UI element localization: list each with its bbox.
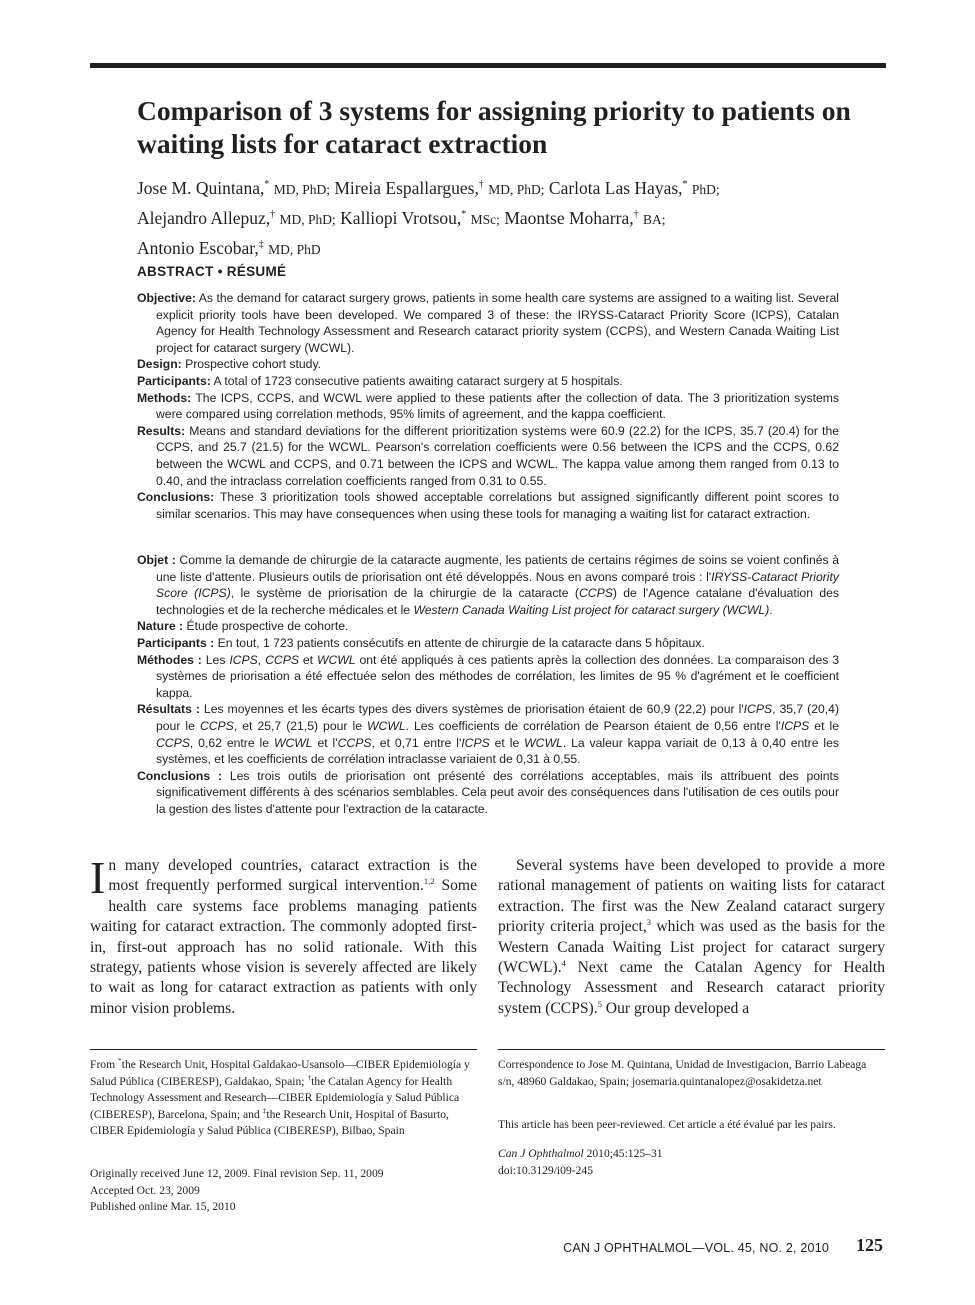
resume-methodes: Méthodes : Les ICPS, CCPS et WCWL ont été appliqués à ces patients après la collection des données. La comparaison des 3 systèmes de priorisation a été effectuée selon des méthodes de corrélation, les limites de 95 % d'agrément et le coefficient kappa. xyxy=(137,652,840,700)
author-name: Antonio Escobar, xyxy=(137,237,259,258)
author-line-1 xyxy=(137,172,877,202)
affiliation-mark: † xyxy=(270,208,276,220)
author-list xyxy=(137,172,877,261)
author-line-2 xyxy=(137,202,877,232)
reference-mark: 4 xyxy=(561,957,566,968)
page-number: 125 xyxy=(856,1235,883,1255)
abstract-participants: Participants: A total of 1723 consecutive patients awaiting cataract surgery at 5 hospitals. xyxy=(137,373,623,388)
author-line-3 xyxy=(137,232,877,262)
abstract-objective: Objective: As the demand for cataract surgery grows, patients in some health care systems are assigned to a waiting list. Several explicit priority tools have been developed. We compared 3 of these: the IRYSS-Cataract Priority Score (ICPS), Catalan Agency for Health Technology Assessment and Research cataract priority system (CCPS), and Western Canada Waiting List project for cataract surgery (WCWL). xyxy=(137,291,839,355)
correspondence-footnote: Correspondence to Jose M. Quintana, Unidad de Investigacion, Barrio Labeaga s/n, 48960 Galdakao, Spain; josemaria.quintanalopez@osakidetza.net xyxy=(498,1058,867,1088)
author-credentials: MD, PhD xyxy=(268,241,321,257)
footnote-rule-left xyxy=(90,1049,477,1050)
affiliations-footnote: From *the Research Unit, Hospital Galdakao-Usansolo—CIBER Epidemiología y Salud Pública (CIBERESP), Galdakao, Spain; †the Catalan Agency for Health Technology Assessment and Research—CIBER Epidemiología y Salud Pública (CIBERESP), Barcelona, Spain; and ‡the Research Unit, Hospital of Basurto, CIBER Epidemiología y Salud Pública (CIBERESP), Bilbao, Spain xyxy=(90,1056,470,1138)
resume-nature: Nature : Étude prospective de cohorte. xyxy=(137,619,349,634)
reference-mark: 5 xyxy=(597,998,602,1009)
accepted-date: Accepted Oct. 23, 2009 xyxy=(90,1183,200,1197)
affiliation-mark: ‡ xyxy=(258,238,264,250)
abstract-design: Design: Prospective cohort study. xyxy=(137,357,322,372)
affiliation-mark: † xyxy=(633,208,639,220)
published-date: Published online Mar. 15, 2010 xyxy=(90,1200,236,1214)
resume-conclusions: Conclusions : Les trois outils de priorisation ont présenté des corrélations acceptables, mais ils attribuent des points significativement différents à des scénarios semblables. Cela peut avoir des conséquences dans l'utilisation de ces outils pour la gestion des listes d'attente pour l'extraction de la cataracte. xyxy=(137,768,840,816)
abstract-methods: Methods: The ICPS, CCPS, and WCWL were applied to these patients after the collection of data. The 3 prioritization systems were compared using correlation methods, 95% limits of agreement, and the kappa coefficient. xyxy=(137,390,839,422)
running-footer: CAN J OPHTHALMOL—VOL. 45, NO. 2, 2010 xyxy=(563,1241,829,1255)
drop-cap: I xyxy=(90,852,106,903)
resume-participants: Participants : En tout, 1 723 patients consécutifs en attente de chirurgie de la cataracte dans 5 hôpitaux. xyxy=(137,635,705,650)
citation-footnote xyxy=(498,1146,885,1179)
affiliation-mark: * xyxy=(461,208,467,220)
abstract-french xyxy=(137,552,839,818)
dates-footnote xyxy=(90,1166,475,1216)
resume-objet: Objet : Comme la demande de chirurgie de la cataracte augmente, les patients de certains régimes de soins se voient confinés à une liste d'attente. Plusieurs outils de priorisation ont été développés. Nous en avons comparé trois : l'IRYSS-Cataract Priority Score (ICPS), le système de priorisation de la chirurgie de la cataracte (CCPS) de l'Agence catalane d'évaluation des technologies et de la recherche médicales et le Western Canada Waiting List project for cataract surgery (WCWL). xyxy=(137,553,840,617)
abstract-conclusions: Conclusions: These 3 prioritization tools showed acceptable correlations but assigned significantly different point scores to similar scenarios. This may have consequences when using these tools for managing a waiting list for cataract extraction. xyxy=(137,490,839,521)
author-credentials: MD, PhD; xyxy=(273,181,330,197)
author-credentials: MD, PhD; xyxy=(488,181,545,197)
reference-mark: 1,2 xyxy=(423,876,435,887)
author-name: Mireia Espallargues, xyxy=(334,177,479,198)
citation-journal: Can J Ophthalmol xyxy=(498,1147,584,1160)
peer-review-note: This article has been peer-reviewed. Cet article a été évalué par les pairs. xyxy=(498,1118,836,1131)
citation-detail: 2010;45:125–31 xyxy=(583,1147,663,1160)
body-column-right: Several systems have been developed to provide a more rational management of patients on waiting lists for cataract extraction. The first was the New Zealand cataract surgery priority criteria project,$^3$ which was used as the basis for the Western Canada Waiting List project for cataract surgery (WCWL).$^4$ Next came the Catalan Agency for Health Technology Assessment and Research cataract priority system (CCPS).$^5$ Our group developed a xyxy=(498,857,885,1017)
reference-mark: 3 xyxy=(646,917,652,928)
author-name: Kalliopi Vrotsou, xyxy=(340,207,462,228)
affiliation-mark: † xyxy=(478,179,484,190)
abstract-heading: ABSTRACT • RÉSUMÉ xyxy=(137,264,287,279)
author-name: Jose M. Quintana, xyxy=(137,177,265,198)
author-credentials: PhD; xyxy=(691,181,720,197)
author-name: Alejandro Allepuz, xyxy=(137,207,271,228)
abstract-results: Results: Means and standard deviations for the different prioritization systems were 60.9 (22.2) for the ICPS, 35.7 (20.4) for the CCPS, and 25.7 (21.5) for the WCWL. Pearson's correlation coefficients were 0.56 between the ICPS and the CCPS, 0.62 between the WCWL and CCPS, and 0.71 between the ICPS and WCWL. The kappa value among them ranged from 0.13 to 0.40, and the intraclass correlation coefficients ranged from 0.31 to 0.55. xyxy=(137,423,839,488)
author-name: Carlota Las Hayas, xyxy=(548,177,683,198)
received-date: Originally received June 12, 2009. Final revision Sep. 11, 2009 xyxy=(90,1167,384,1180)
top-rule xyxy=(90,63,886,68)
body-column-left: In many developed countries, cataract extraction is the most frequently performed surgical intervention.$^{1,2}$ Some health care systems face problems managing patients waiting for cataract extraction. The commonly adopted first-in, first-out approach has no solid rationale. With this strategy, patients whose vision is severely affected are likely to wait as long for cataract extraction as patients with only minor vision problems. xyxy=(90,852,477,1017)
abstract-english xyxy=(137,290,839,522)
affiliation-mark: * xyxy=(264,179,270,190)
author-credentials: MSc; xyxy=(470,211,500,227)
resume-resultats: Résultats : Les moyennes et les écarts types des divers systèmes de priorisation étaient de 60,9 (22,2) pour l'ICPS, 35,7 (20,4) pour le CCPS, et 25,7 (21,5) pour le WCWL. Les coefficients de corrélation de Pearson étaient de 0,56 entre l'ICPS et le CCPS, 0,62 entre le WCWL et l'CCPS, et 0,71 entre l'ICPS et le WCWL. La valeur kappa variait de 0,13 à 0,40 entre les systèmes, et les coefficients de corrélation intraclasse variaient de 0,31 à 0,55. xyxy=(137,702,840,767)
author-credentials: MD, PhD; xyxy=(279,211,336,227)
author-credentials: BA; xyxy=(642,211,666,227)
article-title: Comparison of 3 systems for assigning priority to patients on waiting lists for cataract extraction xyxy=(137,95,851,159)
author-name: Maontse Moharra, xyxy=(504,207,634,228)
doi: doi:10.3129/i09-245 xyxy=(498,1163,594,1177)
affiliation-mark: * xyxy=(682,179,688,190)
footnote-rule-right xyxy=(498,1049,885,1050)
